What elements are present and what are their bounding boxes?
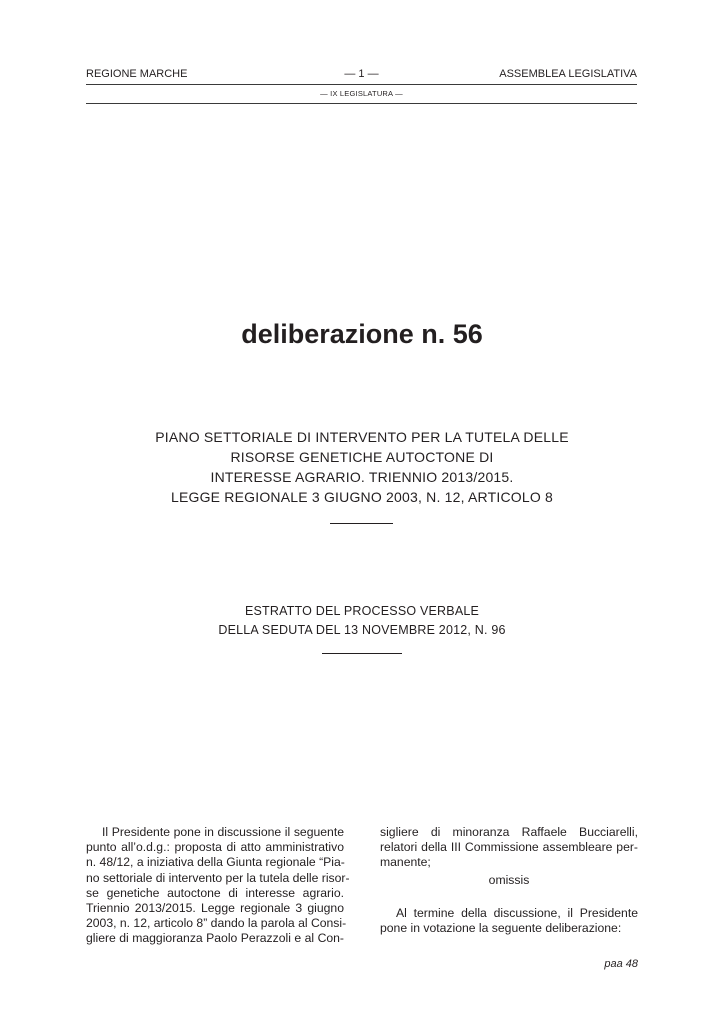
header-legislature: — IX LEGISLATURA — bbox=[320, 89, 403, 98]
text-line: se genetiche autoctone di interesse agrario. bbox=[86, 885, 344, 900]
body-column-left bbox=[86, 825, 350, 947]
text-line: Al termine della discussione, il Presidente bbox=[396, 905, 638, 920]
page-header bbox=[86, 66, 637, 82]
page-label: paa 48 bbox=[604, 958, 638, 970]
text-line: punto all’o.d.g.: proposta di atto amministrativo bbox=[86, 840, 344, 855]
body-paragraph bbox=[86, 825, 350, 947]
subject-line: LEGGE REGIONALE 3 GIUGNO 2003, N. 12, ARTICOLO 8 bbox=[170, 489, 554, 505]
text-line: no settoriale di intervento per la tutela delle risor- bbox=[86, 870, 350, 885]
text-line: manente; bbox=[380, 855, 431, 870]
body-paragraph bbox=[380, 825, 638, 871]
extract-divider bbox=[322, 653, 402, 654]
text-line: Il Presidente pone in discussione il seguente bbox=[102, 825, 344, 839]
header-assembly: ASSEMBLEA LEGISLATIVA bbox=[499, 68, 637, 80]
text-line: 2003, n. 12, articolo 8” dando la parola al Consi- bbox=[86, 916, 347, 931]
text-line: n. 48/12, a iniziativa della Giunta regionale “Pia- bbox=[86, 855, 345, 870]
document-subject bbox=[0, 427, 724, 507]
body-column-right bbox=[380, 825, 638, 936]
header-rule-top bbox=[86, 84, 637, 85]
subject-line: INTERESSE AGRARIO. TRIENNIO 2013/2015. bbox=[210, 469, 514, 485]
header-region: REGIONE MARCHE bbox=[86, 68, 188, 80]
header-rule-bottom bbox=[86, 103, 637, 104]
omissis-marker: omissis bbox=[488, 872, 530, 887]
text-line: pone in votazione la seguente deliberazione: bbox=[380, 921, 622, 936]
text-line: gliere di maggioranza Paolo Perazzoli e al Con- bbox=[86, 931, 344, 946]
text-line: sigliere di minoranza Raffaele Bucciarelli, bbox=[380, 825, 638, 839]
extract-line: ESTRATTO DEL PROCESSO VERBALE bbox=[244, 604, 480, 618]
text-line: Triennio 2013/2015. Legge regionale 3 giugno bbox=[86, 901, 344, 916]
subject-line: RISORSE GENETICHE AUTOCTONE DI bbox=[230, 449, 494, 465]
extract-line: DELLA SEDUTA DEL 13 NOVEMBRE 2012, N. 96 bbox=[218, 623, 506, 637]
subject-divider bbox=[330, 523, 393, 524]
body-paragraph bbox=[380, 906, 638, 936]
document-title: deliberazione n. 56 bbox=[241, 319, 483, 349]
header-page-number: — 1 — bbox=[344, 68, 379, 80]
minutes-extract bbox=[0, 602, 724, 640]
subject-line: PIANO SETTORIALE DI INTERVENTO PER LA TUTELA DELLE bbox=[155, 429, 569, 445]
text-line: relatori della III Commissione assembleare per- bbox=[380, 840, 638, 855]
